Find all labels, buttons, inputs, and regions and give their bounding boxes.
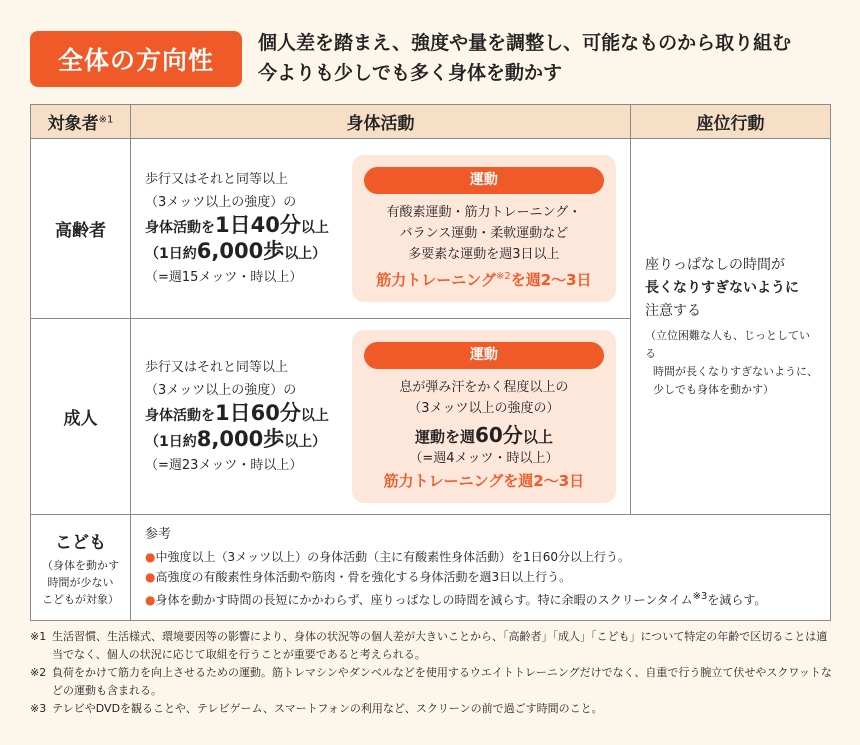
guideline-table xyxy=(30,104,831,621)
elderly-label: 高齢者 xyxy=(31,139,131,319)
direction-badge: 全体の方向性 xyxy=(30,31,242,87)
kids-row xyxy=(31,515,831,621)
adult-activity-cell xyxy=(131,319,631,515)
header-line-1: 個人差を踏まえ、強度や量を調整し、可能なものから取り組む xyxy=(258,32,792,54)
elderly-row xyxy=(31,139,831,319)
footnote-1: ※1 生活習慣、生活様式、環境要因等の影響により、身体の状況等の個人差が大きいことから、「高齢者」「成人」「こども」について特定の年齢で区切ることは適当でなく、個人の状況に応じて取組を行うことが重要であると考えられる。 xyxy=(30,630,828,661)
list-item: ●高強度の有酸素性身体活動や筋肉・骨を強化する身体活動を週3日以上行う。 xyxy=(145,570,572,584)
table-header-row xyxy=(31,105,831,139)
adult-label: 成人 xyxy=(31,319,131,515)
exercise-pill: 運動 xyxy=(364,167,604,194)
col-target-header: 対象者$^{※1}$ xyxy=(31,105,131,139)
sitting-cell: 座りっぱなしの時間が 長くなりすぎないように 注意する （立位困難な人も、じっとしている 時間が長くなりすぎないように、 少しでも身体を動かす） xyxy=(631,139,831,515)
adult-exercise-box: 運動 息が弾み汗をかく程度以上の （3メッツ以上の強度の） 運動を週60分以上 （=週4メッツ・時以上） 筋力トレーニングを週2～3日 xyxy=(352,330,616,503)
kids-label-cell: こども （身体を動かす 時間が少ない こどもが対象） xyxy=(31,515,131,621)
footnotes xyxy=(30,628,835,718)
footnote-3: ※3 テレビやDVDを観ることや、テレビゲーム、スマートフォンの利用など、スクリーンの前で過ごす時間のこと。 xyxy=(30,702,603,715)
col-sitting-header: 座位行動 xyxy=(631,105,831,139)
header-line-2: 今よりも少しでも多く身体を動かす xyxy=(258,62,563,84)
header-text xyxy=(258,28,791,88)
kids-reference-cell: 参考 ●中強度以上（3メッツ以上）の身体活動（主に有酸素性身体活動）を1日60分以上行う。 ●高強度の有酸素性身体活動や筋肉・骨を強化する身体活動を週3日以上行う。 ●身体を動かす時間の長短にかかわらず、座りっぱなしの時間を減らす。特に余暇のスクリーンタイム$^{※3}$を減らす。 xyxy=(131,515,831,621)
elderly-exercise-box: 運動 有酸素運動・筋力トレーニング・ バランス運動・柔軟運動など 多要素な運動を週3日以上 筋力トレーニング$^{※2}$を週2～3日 xyxy=(352,155,616,302)
exercise-pill: 運動 xyxy=(364,342,604,369)
elderly-walk-text: 歩行又はそれと同等以上 （3メッツ以上の強度）の 身体活動を1日40分以上 （1日約6,000歩以上） （=週15メッツ・時以上） xyxy=(145,172,329,285)
list-item: ●中強度以上（3メッツ以上）の身体活動（主に有酸素性身体活動）を1日60分以上行う。 xyxy=(145,550,631,564)
col-activity-header: 身体活動 xyxy=(131,105,631,139)
adult-strength-training: 筋力トレーニングを週2～3日 xyxy=(383,472,585,490)
sitting-note: （立位困難な人も、じっとしている 時間が長くなりすぎないように、 少しでも身体を動かす） xyxy=(645,329,818,396)
elderly-strength-training: 筋力トレーニング$^{※2}$を週2～3日 xyxy=(376,271,592,289)
list-item: ●身体を動かす時間の長短にかかわらず、座りっぱなしの時間を減らす。特に余暇のスクリーンタイム$^{※3}$を減らす。 xyxy=(145,591,767,607)
page-header xyxy=(30,28,840,90)
adult-walk-text: 歩行又はそれと同等以上 （3メッツ以上の強度）の 身体活動を1日60分以上 （1日約8,000歩以上） （=週23メッツ・時以上） xyxy=(145,360,329,473)
elderly-activity-cell xyxy=(131,139,631,319)
footnote-2: ※2 負荷をかけて筋力を向上させるための運動。筋トレマシンやダンベルなどを使用するウエイトトレーニングだけでなく、自重で行う腕立て伏せやスクワットなどの運動も含まれる。 xyxy=(30,666,832,697)
